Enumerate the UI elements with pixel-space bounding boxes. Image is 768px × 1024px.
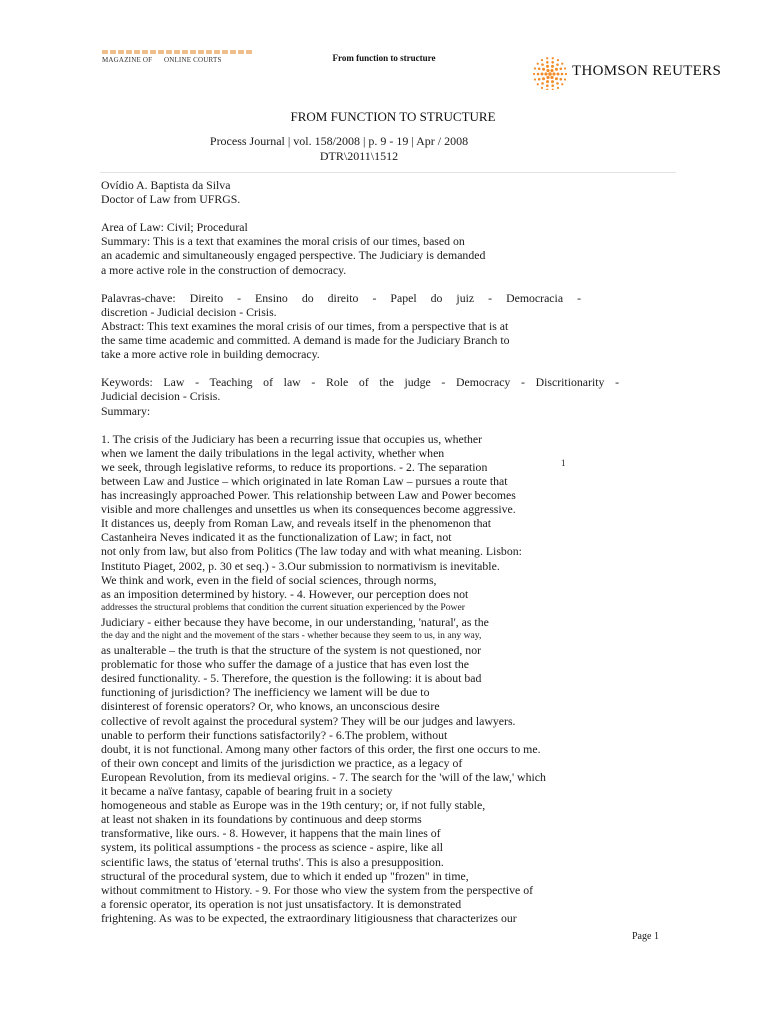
- body-line: frightening. As was to be expected, the extraordinary litigiousness that characterizes our: [101, 910, 517, 925]
- summary-label: Summary:: [101, 403, 151, 418]
- body-line: at least not shaken in its foundations by continuous and deep storms: [101, 812, 422, 827]
- body-line: desired functionality. - 5. Therefore, the question is the following: it is about bad: [101, 671, 482, 686]
- body-line: disinterest of forensic operators? Or, who knows, an unconscious desire: [101, 699, 440, 714]
- body-line: we seek, through legislative reforms, to reduce its proportions. - 2. The separation: [101, 459, 488, 474]
- body-line: not only from law, but also from Politics (The law today and with what meaning. Lisbon:: [101, 544, 522, 559]
- body-line: between Law and Justice – which originated in late Roman Law – pursues a route that: [101, 473, 508, 488]
- document-title: FROM FUNCTION TO STRUCTURE: [290, 109, 496, 124]
- body-line: Judiciary - either because they have become, in our understanding, 'natural', as the: [101, 614, 489, 629]
- header-divider: [100, 172, 676, 173]
- summary-line: an academic and simultaneously engaged perspective. The Judiciary is demanded: [101, 248, 486, 263]
- body-line: European Revolution, from its medieval origins. - 7. The search for the 'will of the law,' which: [101, 769, 546, 784]
- body-line: 1. The crisis of the Judiciary has been a recurring issue that occupies us, whether: [101, 431, 483, 446]
- keywords-line: Judicial decision - Crisis.: [101, 389, 221, 404]
- thomson-reuters-dots-icon: [532, 56, 568, 90]
- abstract-line: Abstract: This text examines the moral crisis of our times, from a perspective that is at: [101, 318, 509, 333]
- body-line: as an imposition determined by history. - 4. However, our perception does not: [101, 586, 469, 601]
- body-line: homogeneous and stable as Europe was in the 19th century; or, if not fully stable,: [101, 798, 486, 813]
- running-header-title: From function to structure: [332, 53, 436, 63]
- body-line: scientific laws, the status of 'eternal truths'. This is also a presupposition.: [101, 854, 444, 869]
- spacer: [101, 206, 581, 220]
- body-line: transformative, like ours. - 8. However, it happens that the main lines of: [101, 826, 441, 841]
- spacer: [101, 277, 581, 291]
- body-line: collective of revolt against the procedural system? They will be our judges and lawyers.: [101, 713, 516, 728]
- keywords-line: Keywords: Law - Teaching of law - Role of the judge - Democracy - Discritionarity -: [101, 375, 619, 390]
- body-line: the day and the night and the movement of the stars - whether because they seem to us, in any way,: [101, 630, 482, 641]
- palavras-chave-line: Palavras-chave: Direito - Ensino do direito - Papel do juiz - Democracia -: [101, 290, 581, 305]
- spacer: [101, 418, 581, 432]
- body-line: system, its political assumptions - the process as science - aspire, like all: [101, 840, 444, 855]
- body-line: Castanheira Neves indicated it as the functionalization of Law; in fact, not: [101, 530, 452, 545]
- brand-name: THOMSON REUTERS: [572, 63, 722, 79]
- body-line: structural of the procedural system, due to which it ended up "frozen" in time,: [101, 868, 469, 883]
- body-line: doubt, it is not functional. Among many other factors of this order, the first one occurs to me.: [101, 741, 541, 756]
- body-line: addresses the structural problems that condition the current situation experienced by the Power: [101, 601, 465, 613]
- summary-line: a more active role in the construction of democracy.: [101, 262, 347, 277]
- body-line: We think and work, even in the field of social sciences, through norms,: [101, 572, 437, 587]
- body-line: visible and more challenges and unsettles us when its consequences become aggressive.: [101, 502, 516, 517]
- body-line: it became a naïve fantasy, capable of bearing fruit in a society: [101, 784, 393, 799]
- logo-caption-line1: MAGAZINE OF: [102, 56, 153, 64]
- abstract-line: take a more active role in building democracy.: [101, 347, 320, 362]
- area-of-law: Area of Law: Civil; Procedural: [101, 220, 248, 235]
- thomson-reuters-logo: [530, 54, 768, 90]
- abstract-line: the same time academic and committed. A demand is made for the Judiciary Branch to: [101, 333, 510, 348]
- summary-line: Summary: This is a text that examines the moral crisis of our times, based on: [101, 234, 465, 249]
- body-line: Instituto Piaget, 2002, p. 30 et seq.) - 3.Our submission to normativism is inevitable.: [101, 558, 500, 573]
- body-line: of their own concept and limits of the jurisdiction we practice, as a legacy of: [101, 755, 463, 770]
- page-number: Page 1: [632, 931, 659, 942]
- document-body: [101, 178, 619, 925]
- author-title: Doctor of Law from UFRGS.: [101, 192, 241, 207]
- body-paragraph: [101, 432, 581, 925]
- footnote-marker[interactable]: 1: [561, 458, 566, 468]
- author-name: Ovídio A. Baptista da Silva: [101, 178, 231, 192]
- body-line: functioning of jurisdiction? The inefficiency we lament will be due to: [101, 685, 430, 700]
- body-line: a forensic operator, its operation is not just unsatisfactory. It is demonstrated: [101, 896, 462, 911]
- body-line: unable to perform their functions satisfactorily? - 6.The problem, without: [101, 727, 448, 742]
- body-line: as unalterable – the truth is that the structure of the system is not questioned, nor: [101, 643, 482, 658]
- dtr-reference: DTR\2011\1512: [319, 149, 399, 163]
- body-line: has increasingly approached Power. This relationship between Law and Power becomes: [101, 488, 516, 503]
- body-line: when we lament the daily tribulations in the legal activity, whether when: [101, 445, 445, 460]
- journal-citation: Process Journal | vol. 158/2008 | p. 9 - 19 | Apr / 2008: [209, 134, 469, 148]
- logo-caption-line2: ONLINE COURTS: [163, 56, 222, 64]
- palavras-chave-line: discretion - Judicial decision - Crisis.: [101, 304, 277, 319]
- body-line: problematic for those who suffer the damage of a justice that has even lost the: [101, 657, 469, 672]
- body-line: It distances us, deeply from Roman Law, and reveals itself in the phenomenon that: [101, 516, 492, 531]
- body-line: without commitment to History. - 9. For those who view the system from the perspective of: [101, 882, 534, 897]
- spacer: [101, 361, 581, 375]
